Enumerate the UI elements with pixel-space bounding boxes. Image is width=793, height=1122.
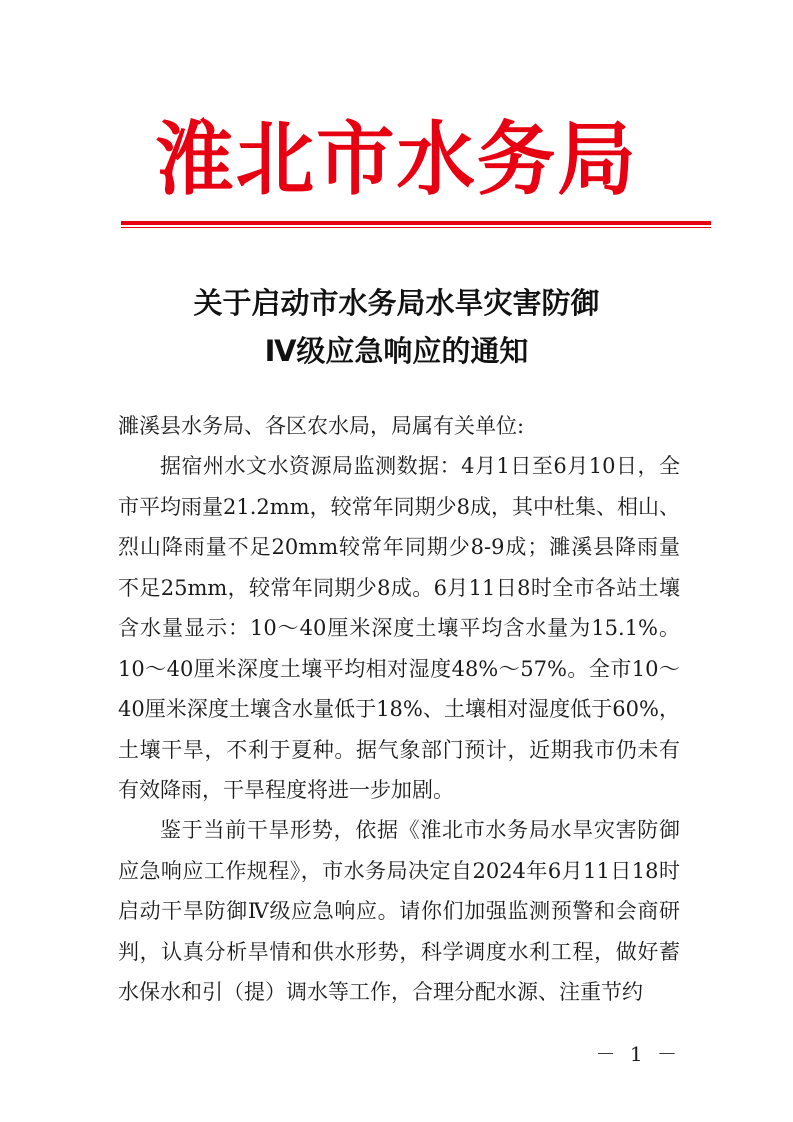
body-paragraph-1: 据宿州水文水资源局监测数据：4月1日至6月10日，全市平均雨量21.2mm，较常年同期少8成，其中杜集、相山、烈山降雨量不足20mm较常年同期少8-9成；濉溪县降雨量不足25mm，较常年同期少8成。6月11日8时全市各站土壤含水量显示：10～40厘米深度土壤平均含水量为15.1%。10～40厘米深度土壤平均相对湿度48%～57%。全市10～40厘米深度土壤含水量低于18%、土壤相对湿度低于60%，土壤干旱，不利于夏种。据气象部门预计，近期我市仍未有有效降雨，干旱程度将进一步加剧。 (118, 454, 680, 802)
document-title-line-2: Ⅳ级应急响应的通知 (264, 334, 529, 368)
page-number: － 1 － (595, 1042, 681, 1066)
letterhead-red-rule-thin (121, 227, 711, 228)
addressee-line: 濉溪县水务局、各区农水局，局属有关单位: (118, 414, 525, 438)
letterhead-org-name: 淮北市水务局 (155, 113, 638, 206)
letterhead-red-rule (121, 221, 711, 225)
document-title-line-1: 关于启动市水务局水旱灾害防御 (193, 286, 600, 320)
body-paragraph-2: 鉴于当前干旱形势，依据《淮北市水务局水旱灾害防御应急响应工作规程》，市水务局决定自2024年6月11日18时启动干旱防御Ⅳ级应急响应。请你们加强监测预警和会商研判，认真分析旱情和供水形势，科学调度水利工程，做好蓄水保水和引（提）调水等工作，合理分配水源、注重节约 (118, 818, 680, 1004)
